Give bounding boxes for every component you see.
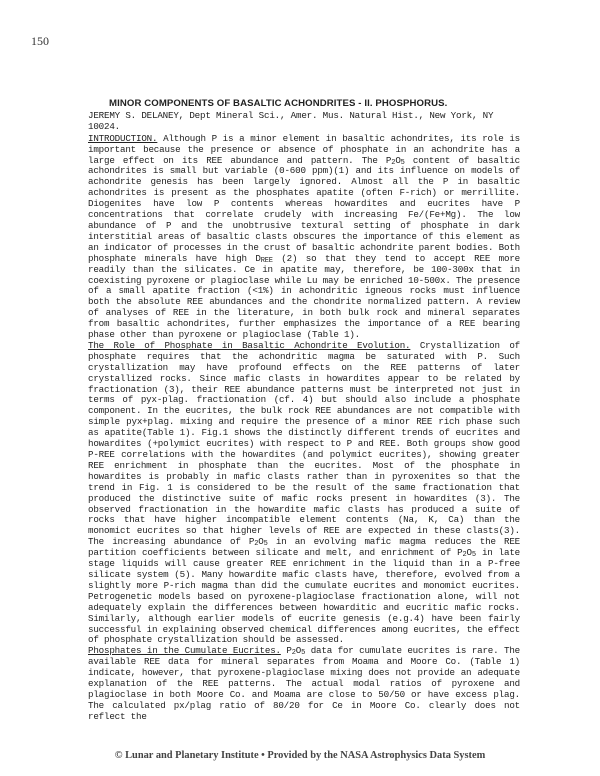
cumulate-paragraph: [88, 646, 520, 722]
role-subscript-4: 5: [471, 551, 476, 560]
role-heading: The Role of Phosphate in Basaltic Achondrite Evolution.: [88, 339, 411, 351]
role-text-3: in late stage liquids will cause greater REE enrichment in the liquid than in a P-free silicate system (5). Many howardite mafic clasts have, therefore, evolved from a slightly more P-rich magma than did the cumulate eucrites and monomict eucrites. Petrogenetic models based on pyroxene-plagioclase fractionation alone, will not adequately explain the differences between howarditic and eucritic mafic rocks. Similarly, although earlier models of eucrite genesis (e.g.4) have been fairly successful in explaining observed chemical differences among eucrites, the effect of phosphate crystallization should be assessed.: [88, 547, 521, 646]
role-subscript-2: 5: [263, 540, 268, 549]
cumulate-text-1: P: [280, 645, 292, 657]
cumulate-text-o: O: [295, 645, 302, 657]
role-subscript-1: 2: [254, 540, 259, 549]
introduction-heading: INTRODUCTION.: [88, 132, 158, 144]
role-paragraph: [88, 341, 520, 646]
cumulate-heading: Phosphates in the Cumulate Eucrites.: [88, 645, 281, 657]
role-text-o1: O: [258, 536, 264, 548]
role-text-2: in an evolving mafic magma reduces the REE partition coefficients between silicate and melt, and enrichment of P: [88, 536, 520, 559]
intro-subscript-ree: REE: [260, 256, 273, 265]
page-number: 150: [31, 34, 49, 48]
cumulate-subscript-2: 5: [301, 649, 306, 658]
cumulate-text-2: data for cumulate eucrites is rare. The available REE data for mineral separates from Moama and Moore Co. (Table 1) indicate, however, that pyroxene-plagioclase mixing does not provide an adequate explanation of the REE patterns. The actual modal ratios of pyroxene and plagioclase in both Moore Co. and Moama are close to 50/50 or have excess plag. The calculated px/plag ratio of 80/20 for Ce in Moore Co. clearly does not reflect the: [88, 645, 520, 722]
intro-text-1: Although P is a minor element in basaltic achondrites, its role is important because the presence or absence of phosphate in an achondrite has a large effect on its REE abundance and pattern. The P: [88, 132, 520, 166]
article-title: MINOR COMPONENTS OF BASALTIC ACHONDRITES - II. PHOSPHORUS.: [109, 98, 448, 109]
introduction-paragraph: [88, 134, 520, 341]
intro-text-2: content of basaltic achondrites is small but variable (0-600 ppm)(1) and its influence on models of achondrite genesis has been largely ignored. Almost all the P in basaltic achondrites is present as the phosphates apatite (often F-rich) or merrillite. Diogenites have low P contents whereas howardites and eucrites have P concentrations that correlate crudely with increasing Fe/(Fe+Mg). The low abundance of P and the unobtrusive textural setting of phosphate in dark interstitial areas of basaltic clasts obscures the importance of this element as an indicator of processes in the crust of basaltic achondrite parent bodies. Both phosphate minerals have high D: [88, 154, 521, 264]
intro-subscript-2: 5: [400, 158, 405, 167]
intro-text-o: O: [395, 154, 401, 166]
article-body: [88, 99, 520, 723]
cumulate-subscript-1: 2: [291, 649, 296, 658]
author-affiliation: JEREMY S. DELANEY, Dept Mineral Sci., Amer. Mus. Natural Hist., New York, NY 10024.: [88, 109, 494, 132]
footer-credit: © Lunar and Planetary Institute • Provided by the NASA Astrophysics Data System: [114, 750, 486, 761]
role-text-o2: O: [466, 547, 472, 559]
role-text-1: Crystallization of phosphate requires that the achondritic magma be saturated with P. Such crystallization may have profound effects on the REE patterns of later crystallized rocks. Since mafic clasts in howardites appear to be related by fractionation (3), their REE abundance patterns must be interpreted not just in terms of pyx-plag. fractionation (cf. 4) but should also include a phosphate component. In the eucrites, the bulk rock REE abundances are not compatible with simple pyx+plag. mixing and require the presence of a minor REE rich phase such as apatite(Table 1). Fig.1 shows the distinctly different trends of eucrites and howardites (+polymict eucrites) with respect to P and REE. Both groups show good P-REE correlations with the howardites (and polymict eucrites), showing greater REE enrichment in phosphate than the eucrites. Most of the phosphate in howardites is probably in mafic clasts rather than in pyroxenites so that the trend in Fig. 1 is considered to be the result of the same fractionation that produced the distinctive suite of mafic rocks present in howardites (3). The observed fractionation in the howardite mafic clasts has produced a suite of rocks that have higher incompatible element contents (Na, K, Ca) than the monomict eucrites so that higher levels of REE are expected in these clasts(3). The increasing abundance of P: [88, 339, 520, 548]
intro-text-3: (2) so that they tend to accept REE more readily than the silicates. Ce in apatite may, therefore, be 100-300x that in coexisting pyroxene or plagioclase while Lu may be enriched 10-500x. The presence of a small apatite fraction (<1%) in achondritic igneous rocks must influence both the absolute REE abundances and the chondrite normalized pattern. A review of analyses of REE in the literature, in both bulk rock and mineral separates from basaltic achondrites, further emphasizes the importance of a REE bearing phase other than pyroxene or plagioclase (Table 1).: [88, 252, 521, 341]
role-subscript-3: 2: [462, 551, 467, 560]
intro-subscript-1: 2: [391, 158, 396, 167]
